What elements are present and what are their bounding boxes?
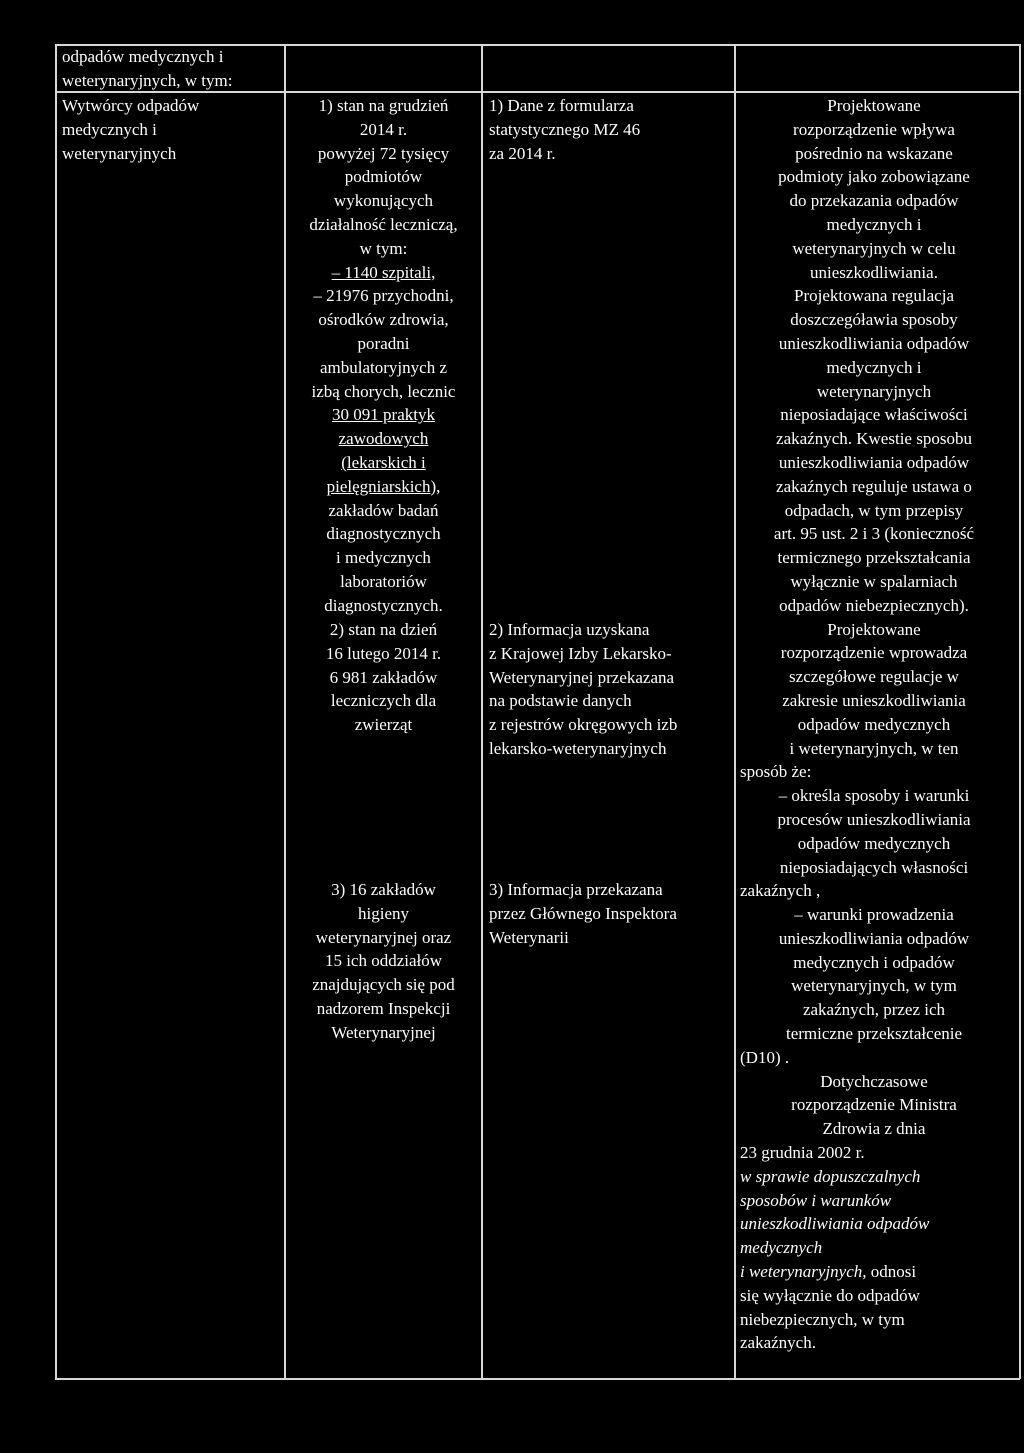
cell-line: i weterynaryjnych, w ten [789,738,959,758]
cell-line: działalność leczniczą, [309,214,458,234]
cell-line: weterynaryjnej oraz [315,927,452,947]
cell-line: zakładów badań [328,500,439,520]
cell-line: Weterynarii [489,927,569,947]
cell-line: 1) stan na grudzień [318,96,449,115]
cell-line: – określa sposoby i warunki [778,786,970,806]
cell-line: – 1140 szpitali, [331,262,436,282]
cell-line: zwierząt [354,715,413,735]
cell-line: laboratoriów [340,571,427,591]
cell-line: znajdujących się pod [312,975,455,995]
cell-line: odpadów medycznych [797,714,951,734]
cell-line: pośrednio na wskazane [795,143,953,163]
cell-line: diagnostycznych. [324,595,443,615]
cell-line: nieposiadających własności [779,857,969,877]
cell-line: niebezpiecznych, w tym [740,1309,905,1329]
cell-line: weterynaryjnych [816,381,932,401]
cell-line: nieposiadające właściwości [780,405,968,425]
cell-line: (D10) . [740,1047,790,1067]
cell-line: medycznych i [62,119,157,139]
cell-impact-description [740,94,1008,1355]
cell-line: Dotychczasowe [820,1071,928,1091]
column-divider-1 [284,44,286,1379]
cell-line: nadzorem Inspekcji [316,998,451,1018]
column-divider-3 [734,44,736,1379]
cell-line: Weterynaryjnej przekazana [489,667,675,687]
cell-line: higieny [358,903,409,923]
cell-line: 23 grudnia 2002 r. [740,1143,865,1163]
cell-line: szczegółowe regulacje w [789,667,959,687]
cell-line: odpadów medycznych i [62,47,224,66]
cell-count-block-2 [291,618,476,737]
cell-line: na podstawie danych [489,691,632,711]
cell-line: zakresie unieszkodliwiania [782,690,966,710]
cell-line: do przekazania odpadów [789,191,959,211]
cell-source-block-1 [489,94,729,165]
cell-line: statystycznego MZ 46 [489,119,641,139]
cell-line: diagnostycznych [326,524,441,544]
column-divider-left [55,44,57,1379]
cell-line: odpadach, w tym przepisy [784,500,964,520]
cell-line: rozporządzenie wprowadza [780,643,968,663]
cell-line: procesów unieszkodliwiania [777,809,971,829]
cell-line: weterynaryjnych w celu [792,238,956,258]
cell-line-italic: w sprawie dopuszczalnych [740,1166,921,1186]
cell-line: i medycznych [336,548,431,568]
cell-producers [62,94,282,165]
cell-line: się wyłącznie do odpadów [740,1285,920,1305]
cell-line: wykonujących [333,191,434,211]
cell-line: poradni [357,333,410,353]
cell-count-block-3 [291,878,476,1045]
cell-line: pielęgniarskich), [326,476,441,496]
cell-line: 15 ich oddziałów [324,951,443,971]
cell-line: rozporządzenie Ministra [791,1095,957,1115]
cell-line: z Krajowej Izby Lekarsko- [489,643,672,663]
cell-source-block-2 [489,618,729,761]
cell-line: 1) Dane z formularza [489,96,634,115]
cell-line: termiczne przekształcenie [785,1024,963,1044]
cell-line: Projektowane [827,619,921,639]
cell-line-tail: odnosi [866,1262,917,1282]
cell-line: wyłącznie w spalarniach [790,571,958,591]
cell-line-italic: medycznych [740,1238,823,1258]
cell-line: Wytwórcy odpadów [62,96,200,115]
cell-line: unieszkodliwiania. [810,262,938,282]
cell-line: art. 95 ust. 2 i 3 (konieczność [773,524,975,544]
cell-line: zakaźnych. [740,1333,816,1353]
cell-line: Weterynaryjnej [331,1022,436,1042]
cell-count-block-1 [291,94,476,618]
cell-line: – 21976 przychodni, [313,286,454,306]
cell-line: zakaźnych, przez ich [802,1000,946,1020]
cell-line: ośrodków zdrowia, [318,310,449,330]
cell-line: medycznych i odpadów [793,952,955,972]
cell-source-block-3 [489,878,729,949]
cell-line: rozporządzenie wpływa [793,119,955,139]
cell-line: unieszkodliwiania odpadów [778,452,970,472]
cell-line: 2) Informacja uzyskana [489,620,650,639]
cell-line: weterynaryjnych [62,143,177,163]
cell-line: lekarsko-weterynaryjnych [489,738,667,758]
cell-line: (lekarskich i [341,452,426,472]
cell-line: odpadów niebezpiecznych). [779,595,969,615]
cell-line: w tym: [359,238,408,258]
cell-line: zakaźnych , [740,881,821,901]
regulation-title-end: i weterynaryjnych, [740,1262,867,1282]
cell-line: zakaźnych reguluje ustawa o [776,476,972,496]
cell-line: przez Głównego Inspektora [489,903,677,923]
cell-line: medycznych i [826,214,922,234]
column-divider-right [1019,44,1021,1379]
cell-line: zakaźnych. Kwestie sposobu [776,429,972,449]
cell-line: doszczegóławia sposoby [790,310,958,330]
cell-line: 3) 16 zakładów [331,880,436,899]
cell-line: weterynaryjnych, w tym: [62,70,233,90]
cell-line: – warunki prowadzenia [794,905,954,925]
cell-line: ambulatoryjnych z [320,357,447,377]
cell-line-italic: sposobów i warunków [740,1190,892,1210]
cell-line: unieszkodliwiania odpadów [778,333,970,353]
cell-line: sposób że: [740,762,812,782]
cell-line: izbą chorych, lecznic [311,381,456,401]
cell-line: 3) Informacja przekazana [489,880,663,899]
cell-line: leczniczych dla [330,691,437,711]
table-bottom-border [55,1378,1020,1380]
cell-line-italic: unieszkodliwiania odpadów [740,1214,930,1234]
header-cell-category [62,45,282,93]
cell-line: 30 091 praktyk [332,405,435,425]
cell-line: podmioty jako zobowiązane [778,167,970,187]
cell-line: 16 lutego 2014 r. [325,643,442,663]
cell-line: odpadów medycznych [797,833,951,853]
cell-line: 2014 r. [359,119,408,139]
cell-line: medycznych i [826,357,922,377]
column-divider-2 [481,44,483,1379]
cell-line: za 2014 r. [489,143,556,163]
cell-line: podmiotów [344,167,423,187]
cell-line: 2) stan na dzień [329,620,438,639]
cell-line: zawodowych [338,429,429,449]
cell-line: Zdrowia z dnia [822,1119,926,1139]
cell-line: termicznego przekształcania [777,548,971,568]
cell-line: Projektowane [827,96,921,115]
cell-line: 6 981 zakładów [329,667,438,687]
cell-line: powyżej 72 tysięcy [317,143,450,163]
cell-line: weterynaryjnych, w tym [791,976,957,996]
cell-line: Projektowana regulacja [793,286,954,306]
cell-line-mixed [740,1260,1008,1284]
cell-line: unieszkodliwiania odpadów [778,928,970,948]
cell-line: z rejestrów okręgowych izb [489,715,678,735]
